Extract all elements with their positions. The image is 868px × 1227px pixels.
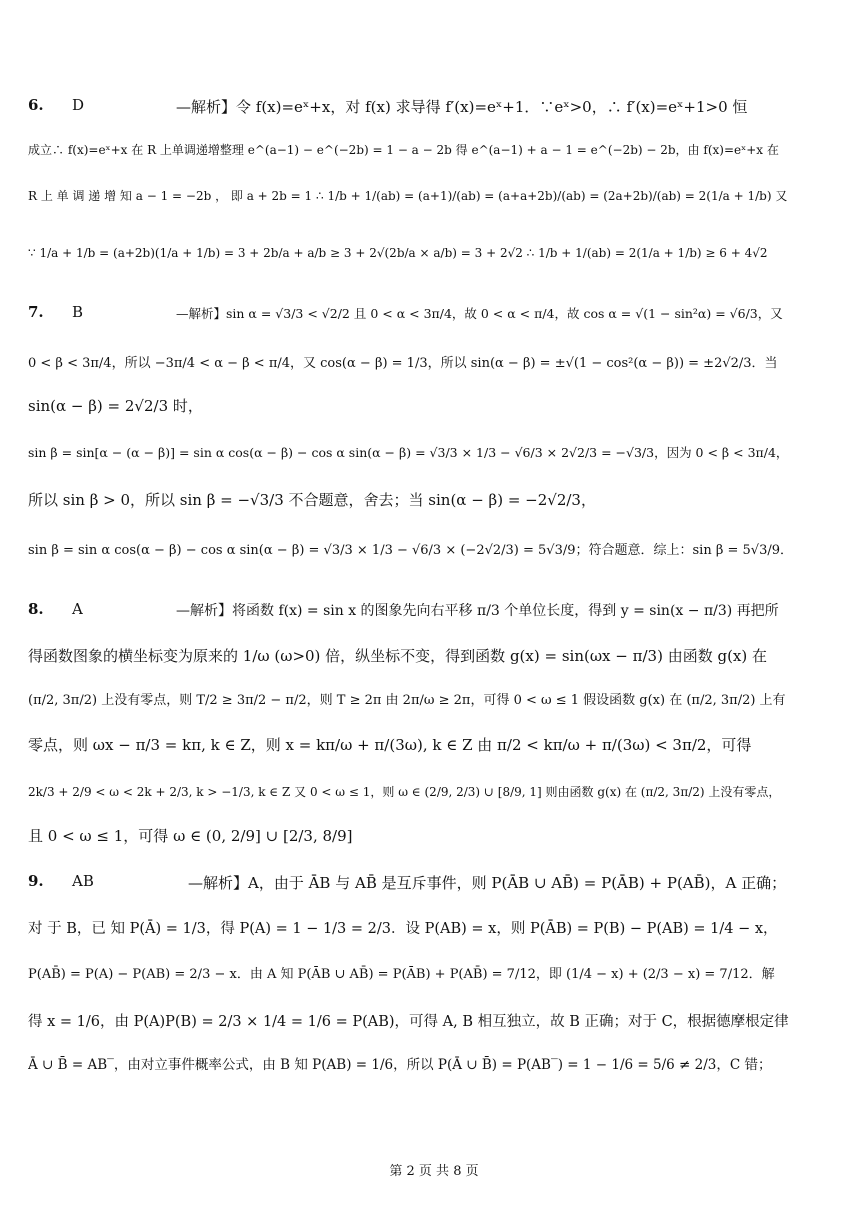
solution-line: ∵ 1/a + 1/b = (a+2b)(1/a + 1/b) = 3 + 2b/a + a/b ≥ 3 + 2√(2b/a × a/b) = 3 + 2√2 ∴ 1/b + 1/(ab) = 2(1/a + 1/b) ≥ 6 + 4√2 [28, 246, 768, 260]
solution-line: —解析】sin α = √3/3 < √2/2 且 0 < α < 3π/4，故 0 < α < π/4，故 cos α = √(1 − sin²α) = √6/3，又 [176, 306, 783, 321]
answer-choice: A [72, 600, 83, 618]
solution-line: P(AB̄) = P(A) − P(AB) = 2/3 − x．由 A 知 P(ĀB ∪ AB̄) = P(ĀB) + P(AB̄) = 7/12，即 (1/4 − x) + (2/3 − x) = 7/12．解 [28, 967, 775, 982]
answer-choice: B [72, 303, 84, 321]
solution-line: 得 x = 1/6，由 P(A)P(B) = 2/3 × 1/4 = 1/6 = P(AB)，可得 A, B 相互独立，故 B 正确；对于 C，根据德摩根定律 [28, 1014, 789, 1030]
solution-line: 得函数图象的横坐标变为原来的 1/ω (ω>0) 倍，纵坐标不变，得到函数 g(x) = sin(ωx − π/3) 由函数 g(x) 在 [28, 647, 768, 665]
solution-line: 零点，则 ωx − π/3 = kπ, k ∈ Z，则 x = kπ/ω + π/(3ω), k ∈ Z 由 π/2 < kπ/ω + π/(3ω) < 3π/2，可得 [28, 736, 752, 754]
answer-choice: D [72, 96, 85, 114]
solution-line: sin β = sin α cos(α − β) − cos α sin(α − β) = √3/3 × 1/3 − √6/3 × (−2√2/3) = 5√3/9；符合题意．综上：sin β = 5√3/9． [28, 543, 793, 558]
solution-line: R 上 单 调 递 增 知 a − 1 = −2b ， 即 a + 2b = 1 ∴ 1/b + 1/(ab) = (a+1)/(ab) = (a+a+2b)/(ab) = (2a+2b)/(ab) = 2(1/a + 1/b) 又 [28, 189, 788, 203]
question-number: 7. [28, 303, 44, 321]
solution-line: Ā ∪ B̄ = AB‾，由对立事件概率公式，由 B 知 P(AB) = 1/6，所以 P(Ā ∪ B̄) = P(AB‾) = 1 − 1/6 = 5/6 ≠ 2/3，C 错； [28, 1057, 772, 1073]
solution-line: 2k/3 + 2/9 < ω < 2k + 2/3, k > −1/3, k ∈ Z 又 0 < ω ≤ 1，则 ω ∈ (2/9, 2/3) ∪ [8/9, 1] 则由函数 g(x) 在 (π/2, 3π/2) 上没有零点， [28, 785, 781, 799]
solution-line: 成立∴ f(x)=eˣ+x 在 R 上单调递增整理 e^(a−1) − e^(−2b) = 1 − a − 2b 得 e^(a−1) + a − 1 = e^(−2b) − 2b，由 f(x)=eˣ+x 在 [28, 143, 779, 157]
solution-line: 对 于 B，已 知 P(Ā) = 1/3，得 P(A) = 1 − 1/3 = 2/3．设 P(AB) = x，则 P(ĀB) = P(B) − P(AB) = 1/4 − x， [28, 921, 778, 937]
answer-choice: AB [72, 872, 94, 890]
question-number: 8. [28, 600, 44, 618]
solution-line: sin(α − β) = 2√2/3 时， [28, 397, 203, 415]
solution-line: (π/2, 3π/2) 上没有零点，则 T/2 ≥ 3π/2 − π/2，则 T ≥ 2π 由 2π/ω ≥ 2π，可得 0 < ω ≤ 1 假设函数 g(x) 在 (π/2, 3π/2) 上有 [28, 693, 786, 708]
question-number: 9. [28, 872, 44, 890]
solution-line: sin β = sin[α − (α − β)] = sin α cos(α − β) − cos α sin(α − β) = √3/3 × 1/3 − √6/3 × 2√2/3 = −√3/3，因为 0 < β < 3π/4， [28, 445, 789, 460]
solution-line: 0 < β < 3π/4，所以 −3π/4 < α − β < π/4，又 cos(α − β) = 1/3，所以 sin(α − β) = ±√(1 − cos²(α − β)) = ±2√2/3．当 [28, 356, 778, 371]
solution-line: 所以 sin β > 0，所以 sin β = −√3/3 不合题意，舍去；当 sin(α − β) = −2√2/3， [28, 491, 596, 509]
solution-line: —解析】将函数 f(x) = sin x 的图象先向右平移 π/3 个单位长度，得到 y = sin(x − π/3) 再把所 [176, 603, 779, 619]
question-number: 6. [28, 96, 44, 114]
page-footer: 第 2 页 共 8 页 [389, 1164, 479, 1179]
solution-line: 且 0 < ω ≤ 1，可得 ω ∈ (0, 2/9] ∪ [2/3, 8/9] [28, 827, 353, 845]
solution-line: —解析】令 f(x)=eˣ+x，对 f(x) 求导得 f′(x)=eˣ+1．∵eˣ>0，∴ f′(x)=eˣ+1>0 恒 [176, 98, 748, 116]
solution-line: —解析】A，由于 ĀB 与 AB̄ 是互斥事件，则 P(ĀB ∪ AB̄) = P(ĀB) + P(AB̄)，A 正确； [188, 874, 787, 892]
